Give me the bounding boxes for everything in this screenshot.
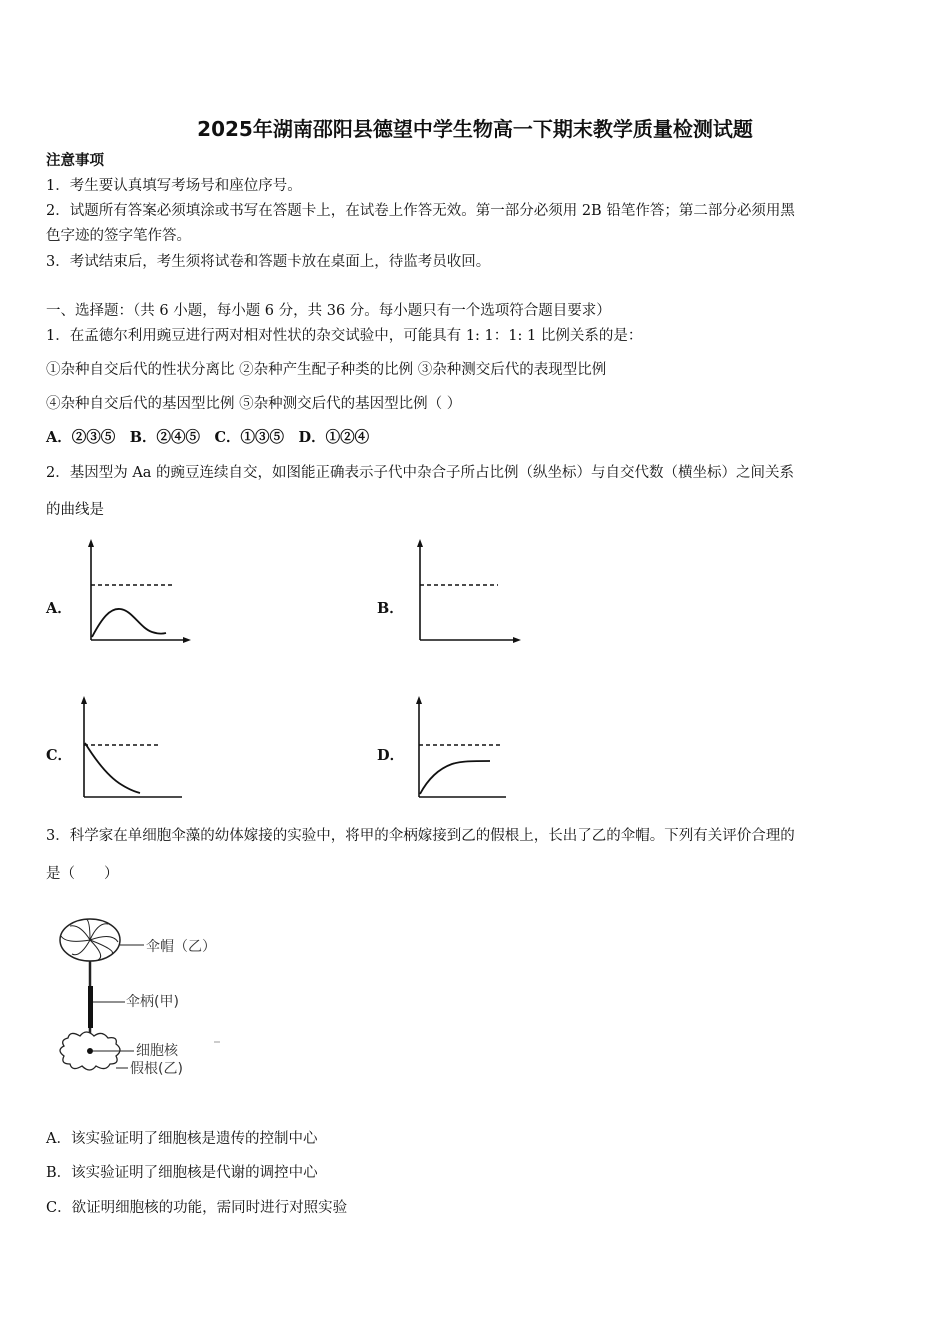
q1-stem: 1．在孟德尔利用豌豆进行两对相对性状的杂交试验中，可能具有 1: 1：1: 1 比例关系的是： [46, 328, 643, 344]
q2-stem-1: 2．基因型为 Aa 的豌豆连续自交，如图能正确表示子代中杂合子所占比例（纵坐标）与自交代数（横坐标）之间关系 [46, 465, 795, 481]
label-rhizoid: 假根(乙) [130, 1061, 183, 1077]
graph-c-y-arrow [81, 696, 87, 704]
cell-nucleus [87, 1048, 93, 1054]
section-heading: 一、选择题：（共 6 小题，每小题 6 分，共 36 分。每小题只有一个选项符合题目要求） [46, 303, 611, 319]
graph-d-curve [420, 761, 490, 794]
graph-d-label: D． [377, 747, 405, 764]
label-cap: 伞帽（乙） [146, 939, 216, 955]
graph-c-curve [85, 743, 140, 793]
graph-a-label: A． [46, 600, 72, 617]
q3-option-a: A．该实验证明了细胞核是遗传的控制中心 [46, 1131, 318, 1147]
graph-a-y-arrow [88, 539, 94, 547]
graph-a-x-arrow [183, 637, 191, 643]
q1-line-3: ④杂种自交后代的基因型比例 ⑤杂种测交后代的基因型比例（ ） [46, 396, 462, 412]
graph-a-curve [92, 609, 166, 637]
notice-item-3: 3．考试结束后，考生须将试卷和答题卡放在桌面上，待监考员收回。 [46, 254, 491, 270]
graph-b-label: B． [377, 600, 404, 617]
q3-option-b: B．该实验证明了细胞核是代谢的调控中心 [46, 1165, 318, 1181]
notice-item-1: 1．考生要认真填写考场号和座位序号。 [46, 178, 302, 194]
q2-stem-2: 的曲线是 [46, 502, 104, 518]
label-nucleus: 细胞核 [136, 1043, 178, 1059]
grafted-stalk [88, 986, 93, 1028]
q3-stem-2: 是（ ） [46, 866, 119, 882]
graph-b-x-arrow [513, 637, 521, 643]
q3-stem-1: 3．科学家在单细胞伞藻的幼体嫁接的实验中，将甲的伞柄嫁接到乙的假根上，长出了乙的伞帽。下列有关评价合理的 [46, 828, 795, 844]
graph-c-label: C． [46, 747, 73, 764]
graph-b [410, 538, 525, 646]
notice-item-2-cont: 色字迹的签字笔作答。 [46, 228, 191, 244]
graph-b-y-arrow [417, 539, 423, 547]
q1-line-2: ①杂种自交后代的性状分离比 ②杂种产生配子种类的比例 ③杂种测交后代的表现型比例 [46, 362, 607, 378]
page-title: 2025年湖南邵阳县德望中学生物高一下期末教学质量检测试题 [197, 117, 753, 141]
q3-option-c: C．欲证明细胞核的功能，需同时进行对照实验 [46, 1200, 348, 1216]
notice-heading: 注意事项 [46, 152, 104, 169]
notice-item-2: 2．试题所有答案必须填涂或书写在答题卡上，在试卷上作答无效。第一部分必须用 2B 铅笔作答；第二部分必须用黑 [46, 203, 795, 219]
graph-c [78, 694, 190, 802]
q1-options: A．②③⑤ B．②④⑤ C．①③⑤ D．①②④ [46, 429, 370, 446]
graph-d [410, 694, 522, 802]
label-stalk: 伞柄(甲) [126, 994, 179, 1010]
graph-a [80, 538, 195, 646]
graph-d-y-arrow [416, 696, 422, 704]
